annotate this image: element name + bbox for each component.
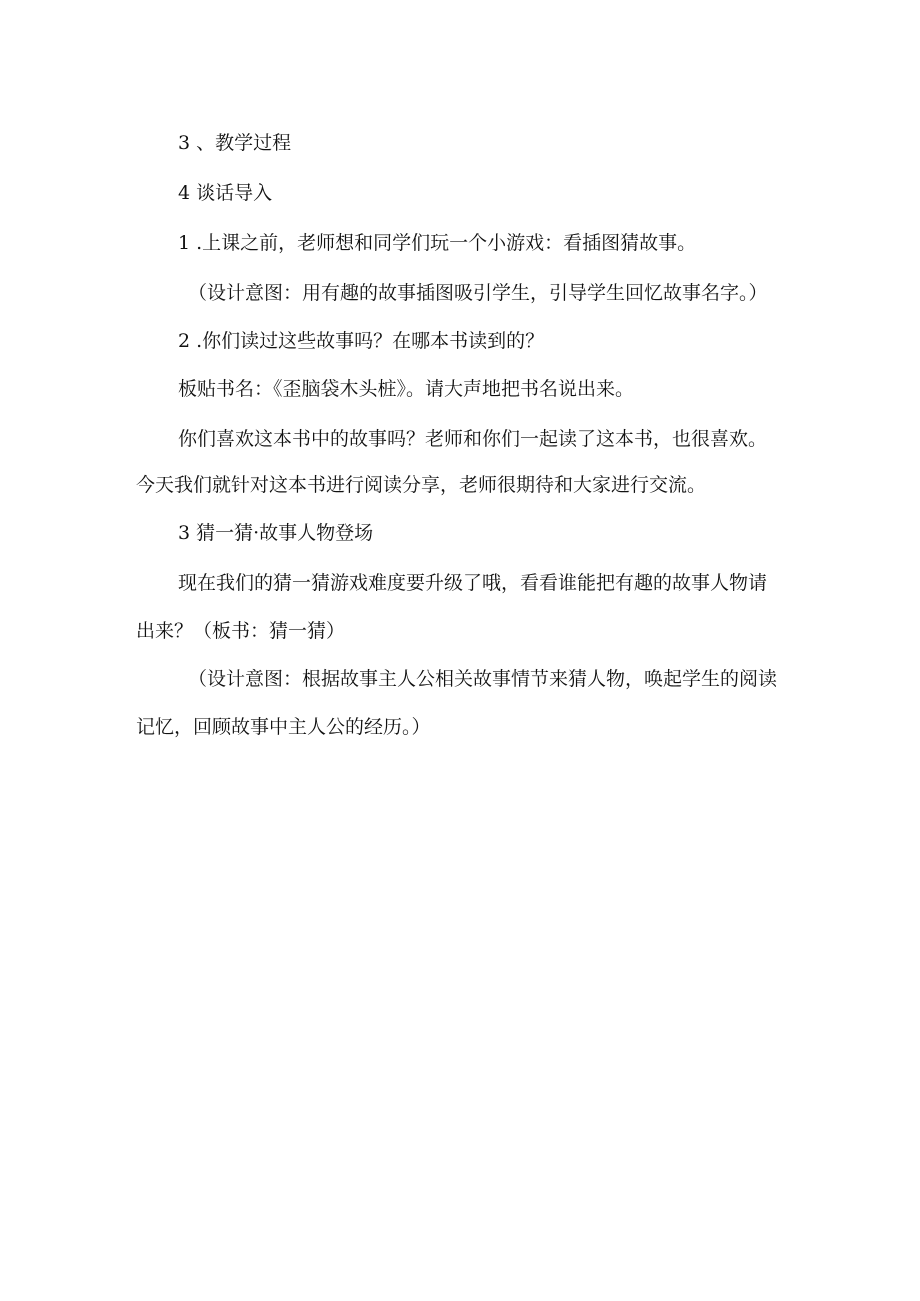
paragraph-like-book-line-2: 今天我们就针对这本书进行阅读分享，老师很期待和大家进行交流。 (136, 474, 707, 496)
step-1-text: 1 .上课之前，老师想和同学们玩一个小游戏：看插图猜故事。 (178, 232, 697, 254)
design-intent-note-1: （设计意图：用有趣的故事插图吸引学生，引导学生回忆故事名字。） (188, 282, 768, 304)
step-2-text: 2 .你们读过这些故事吗？在哪本书读到的？ (178, 330, 545, 352)
paragraph-like-book-line-1: 你们喜欢这本书中的故事吗？老师和你们一起读了这本书，也很喜欢。 (178, 428, 768, 450)
paragraph-guess-game-line-1: 现在我们的猜一猜游戏难度要升级了哦，看看谁能把有趣的故事人物请 (178, 572, 768, 594)
subsection-heading-guess-characters: 3 猜一猜·故事人物登场 (178, 522, 374, 544)
paragraph-guess-game-line-2: 出来？（板书：猜一猜） (136, 620, 346, 642)
board-title-text: 板贴书名：《歪脑袋木头桩》。请大声地把书名说出来。 (178, 378, 635, 400)
design-intent-note-2-line-2: 记忆，回顾故事中主人公的经历。） (136, 716, 431, 738)
subsection-heading-conversation-intro: 4 谈话导入 (178, 182, 273, 204)
section-heading-teaching-process: 3 、教学过程 (178, 132, 292, 154)
design-intent-note-2-line-1: （设计意图：根据故事主人公相关故事情节来猜人物，唤起学生的阅读 (188, 668, 778, 690)
